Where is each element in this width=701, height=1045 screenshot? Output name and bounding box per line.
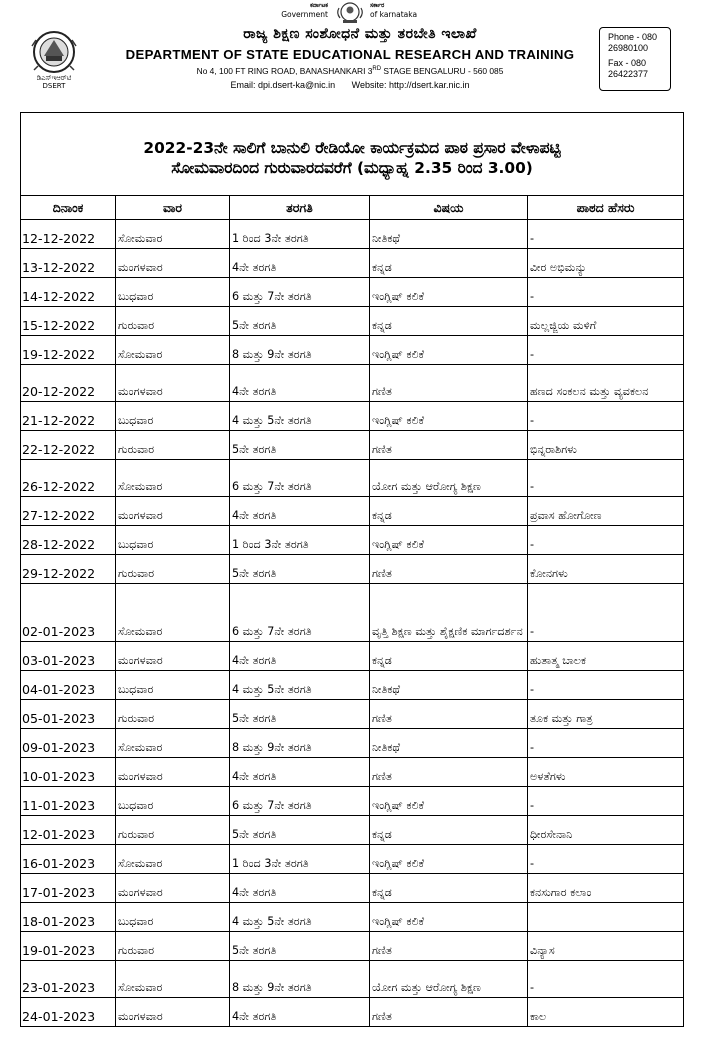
table-row: [21, 816, 684, 845]
phone-label: Phone - 080: [608, 32, 658, 42]
cell-lesson: -: [528, 278, 684, 307]
table-row: [21, 431, 684, 460]
cell-date: 10-01-2023: [21, 758, 116, 787]
cell-lesson: [528, 903, 684, 932]
gov-left-english: Government: [281, 10, 328, 19]
cell-grade: 5ನೇ ತರಗತಿ: [230, 816, 370, 845]
cell-date: 18-01-2023: [21, 903, 116, 932]
cell-subject: ಇಂಗ್ಲಿಷ್ ಕಲಿಕೆ: [370, 402, 528, 431]
cell-lesson: ಕಾಲ: [528, 998, 684, 1027]
cell-lesson: ಕೋನಗಳು: [528, 555, 684, 584]
table-row: [21, 998, 684, 1027]
cell-day: ಮಂಗಳವಾರ: [116, 497, 230, 526]
contact-line: [100, 80, 600, 90]
gov-right-english: of karnataka: [370, 10, 418, 19]
cell-lesson: ಭಿನ್ನರಾಶಿಗಳು: [528, 431, 684, 460]
letterhead: [0, 0, 701, 100]
cell-subject: ಗಣಿತ: [370, 431, 528, 460]
cell-grade: 4 ಮತ್ತು 5ನೇ ತರಗತಿ: [230, 903, 370, 932]
cell-grade: 6 ಮತ್ತು 7ನೇ ತರಗತಿ: [230, 787, 370, 816]
cell-day: ಮಂಗಳವಾರ: [116, 642, 230, 671]
cell-subject: ಕನ್ನಡ: [370, 249, 528, 278]
department-address: [100, 66, 600, 76]
header-lesson: ಪಾಠದ ಹೆಸರು: [528, 196, 684, 220]
cell-date: 04-01-2023: [21, 671, 116, 700]
cell-day: ಸೋಮವಾರ: [116, 460, 230, 497]
cell-subject: ಗಣಿತ: [370, 998, 528, 1027]
cell-subject: ಇಂಗ್ಲಿಷ್ ಕಲಿಕೆ: [370, 526, 528, 555]
cell-subject: ನೀತಿಕಥೆ: [370, 729, 528, 758]
cell-date: 19-01-2023: [21, 932, 116, 961]
cell-lesson: ಹುತಾತ್ಮ ಬಾಲಕ: [528, 642, 684, 671]
cell-grade: 5ನೇ ತರಗತಿ: [230, 431, 370, 460]
cell-grade: 5ನೇ ತರಗತಿ: [230, 555, 370, 584]
website-text: Website: http://dsert.kar.nic.in: [351, 80, 470, 90]
table-row: [21, 787, 684, 816]
table-title: [21, 113, 684, 196]
cell-date: 02-01-2023: [21, 584, 116, 642]
logo-label: [26, 74, 82, 90]
cell-lesson: -: [528, 584, 684, 642]
table-row: [21, 671, 684, 700]
cell-lesson: ತೂಕ ಮತ್ತು ಗಾತ್ರ: [528, 700, 684, 729]
cell-lesson: ವಿನ್ಯಾಸ: [528, 932, 684, 961]
cell-lesson: -: [528, 671, 684, 700]
cell-subject: ಕನ್ನಡ: [370, 816, 528, 845]
cell-date: 15-12-2022: [21, 307, 116, 336]
cell-lesson: -: [528, 460, 684, 497]
cell-lesson: ಮಲ್ಲಜ್ಜಿಯ ಮಳಿಗೆ: [528, 307, 684, 336]
cell-lesson: -: [528, 729, 684, 758]
cell-date: 24-01-2023: [21, 998, 116, 1027]
cell-grade: 4ನೇ ತರಗತಿ: [230, 497, 370, 526]
cell-subject: ನೀತಿಕಥೆ: [370, 671, 528, 700]
cell-subject: ಕನ್ನಡ: [370, 874, 528, 903]
cell-lesson: ಅಳತೆಗಳು: [528, 758, 684, 787]
logo-label-kannada: ಡಿಎಸ್‌ಇಆರ್‌ಟಿ: [36, 74, 72, 82]
cell-subject: ಇಂಗ್ಲಿಷ್ ಕಲಿಕೆ: [370, 336, 528, 365]
cell-subject: ಇಂಗ್ಲಿಷ್ ಕಲಿಕೆ: [370, 278, 528, 307]
cell-date: 12-12-2022: [21, 220, 116, 249]
cell-subject: ಗಣಿತ: [370, 555, 528, 584]
table-row: [21, 642, 684, 671]
table-row: [21, 307, 684, 336]
schedule-body: [21, 220, 684, 1027]
table-row: [21, 903, 684, 932]
table-row: [21, 460, 684, 497]
cell-lesson: -: [528, 402, 684, 431]
phone-number: 26980100: [608, 43, 649, 53]
cell-day: ಮಂಗಳವಾರ: [116, 365, 230, 402]
table-row: [21, 278, 684, 307]
cell-lesson: -: [528, 220, 684, 249]
cell-date: 21-12-2022: [21, 402, 116, 431]
cell-day: ಸೋಮವಾರ: [116, 336, 230, 365]
cell-day: ಸೋಮವಾರ: [116, 845, 230, 874]
cell-grade: 4ನೇ ತರಗತಿ: [230, 998, 370, 1027]
cell-day: ಗುರುವಾರ: [116, 307, 230, 336]
cell-subject: ಇಂಗ್ಲಿಷ್ ಕಲಿಕೆ: [370, 845, 528, 874]
cell-subject: ಗಣಿತ: [370, 365, 528, 402]
cell-subject: ಕನ್ನಡ: [370, 642, 528, 671]
cell-day: ಮಂಗಳವಾರ: [116, 249, 230, 278]
cell-day: ಸೋಮವಾರ: [116, 729, 230, 758]
cell-subject: ಗಣಿತ: [370, 700, 528, 729]
address-part-1: No 4, 100 FT RING ROAD, BANASHANKARI 3: [196, 66, 373, 76]
cell-grade: 4 ಮತ್ತು 5ನೇ ತರಗತಿ: [230, 402, 370, 431]
table-row: [21, 249, 684, 278]
cell-date: 22-12-2022: [21, 431, 116, 460]
cell-grade: 5ನೇ ತರಗತಿ: [230, 307, 370, 336]
phone-fax-box: [599, 27, 671, 91]
cell-grade: 8 ಮತ್ತು 9ನೇ ತರಗತಿ: [230, 961, 370, 998]
cell-grade: 5ನೇ ತರಗತಿ: [230, 700, 370, 729]
broadcast-schedule-table: [20, 112, 684, 1027]
cell-grade: 4ನೇ ತರಗತಿ: [230, 758, 370, 787]
header-grade: ತರಗತಿ: [230, 196, 370, 220]
cell-lesson: -: [528, 961, 684, 998]
cell-subject: ಗಣಿತ: [370, 758, 528, 787]
cell-day: ಗುರುವಾರ: [116, 932, 230, 961]
cell-lesson: -: [528, 336, 684, 365]
cell-date: 20-12-2022: [21, 365, 116, 402]
table-row: [21, 526, 684, 555]
address-part-2: STAGE BENGALURU - 560 085: [381, 66, 504, 76]
cell-grade: 4 ಮತ್ತು 5ನೇ ತರಗತಿ: [230, 671, 370, 700]
cell-date: 14-12-2022: [21, 278, 116, 307]
table-row: [21, 961, 684, 998]
cell-subject: ಕನ್ನಡ: [370, 307, 528, 336]
cell-day: ಬುಧವಾರ: [116, 903, 230, 932]
gov-right-kannada: ಸರ್ಕಾರ: [370, 2, 385, 9]
header-row: [21, 196, 684, 220]
cell-grade: 1 ರಿಂದ 3ನೇ ತರಗತಿ: [230, 526, 370, 555]
fax-label: Fax - 080: [608, 58, 647, 68]
table-row: [21, 700, 684, 729]
table-row: [21, 365, 684, 402]
cell-day: ಬುಧವಾರ: [116, 787, 230, 816]
cell-day: ಗುರುವಾರ: [116, 816, 230, 845]
cell-grade: 4ನೇ ತರಗತಿ: [230, 642, 370, 671]
cell-day: ಸೋಮವಾರ: [116, 584, 230, 642]
cell-date: 28-12-2022: [21, 526, 116, 555]
table-row: [21, 932, 684, 961]
cell-lesson: -: [528, 787, 684, 816]
cell-day: ಮಂಗಳವಾರ: [116, 998, 230, 1027]
header-subject: ವಿಷಯ: [370, 196, 528, 220]
cell-day: ಬುಧವಾರ: [116, 402, 230, 431]
table-row: [21, 584, 684, 642]
email-text: Email: dpi.dsert-ka@nic.in: [230, 80, 336, 90]
cell-lesson: -: [528, 845, 684, 874]
cell-grade: 1 ರಿಂದ 3ನೇ ತರಗತಿ: [230, 845, 370, 874]
cell-lesson: ಕನಸುಗಾರ ಕಲಾಂ: [528, 874, 684, 903]
cell-date: 13-12-2022: [21, 249, 116, 278]
gov-left-kannada: ಕರ್ನಾಟಕ: [310, 2, 328, 9]
cell-grade: 6 ಮತ್ತು 7ನೇ ತರಗತಿ: [230, 278, 370, 307]
title-line-2: ಸೋಮವಾರದಿಂದ ಗುರುವಾರದವರೆಗೆ (ಮಧ್ಯಾಹ್ನ 2.35 ರಿಂದ 3.00): [171, 159, 533, 177]
cell-date: 23-01-2023: [21, 961, 116, 998]
cell-grade: 4ನೇ ತರಗತಿ: [230, 365, 370, 402]
cell-subject: ಇಂಗ್ಲಿಷ್ ಕಲಿಕೆ: [370, 903, 528, 932]
logo-label-english: DSERT: [42, 82, 66, 90]
cell-date: 05-01-2023: [21, 700, 116, 729]
table-row: [21, 729, 684, 758]
cell-day: ಗುರುವಾರ: [116, 700, 230, 729]
cell-date: 03-01-2023: [21, 642, 116, 671]
state-emblem-icon: [333, 1, 367, 25]
cell-date: 16-01-2023: [21, 845, 116, 874]
table-row: [21, 402, 684, 431]
cell-lesson: ಧೀರಸೇನಾನಿ: [528, 816, 684, 845]
header-date: ದಿನಾಂಕ: [21, 196, 116, 220]
address-superscript: RD: [372, 66, 382, 73]
cell-grade: 6 ಮತ್ತು 7ನೇ ತರಗತಿ: [230, 460, 370, 497]
cell-day: ಬುಧವಾರ: [116, 671, 230, 700]
table-row: [21, 336, 684, 365]
government-line: [0, 0, 701, 24]
table-row: [21, 874, 684, 903]
cell-grade: 8 ಮತ್ತು 9ನೇ ತರಗತಿ: [230, 336, 370, 365]
cell-grade: 1 ರಿಂದ 3ನೇ ತರಗತಿ: [230, 220, 370, 249]
table-row: [21, 555, 684, 584]
cell-day: ಸೋಮವಾರ: [116, 220, 230, 249]
table-row: [21, 758, 684, 787]
cell-lesson: -: [528, 526, 684, 555]
department-name-english: DEPARTMENT OF STATE EDUCATIONAL RESEARCH AND TRAINING: [125, 47, 575, 62]
cell-day: ಮಂಗಳವಾರ: [116, 874, 230, 903]
cell-subject: ವೃತ್ತಿ ಶಿಕ್ಷಣ ಮತ್ತು ಶೈಕ್ಷಣಿಕ ಮಾರ್ಗದರ್ಶನ: [370, 584, 528, 642]
fax-number: 26422377: [608, 69, 649, 79]
table-row: [21, 497, 684, 526]
cell-subject: ಯೋಗ ಮತ್ತು ಆರೋಗ್ಯ ಶಿಕ್ಷಣ: [370, 460, 528, 497]
cell-day: ಬುಧವಾರ: [116, 278, 230, 307]
cell-subject: ನೀತಿಕಥೆ: [370, 220, 528, 249]
cell-day: ಮಂಗಳವಾರ: [116, 758, 230, 787]
cell-day: ಗುರುವಾರ: [116, 555, 230, 584]
cell-date: 27-12-2022: [21, 497, 116, 526]
cell-subject: ಯೋಗ ಮತ್ತು ಆರೋಗ್ಯ ಶಿಕ್ಷಣ: [370, 961, 528, 998]
header-day: ವಾರ: [116, 196, 230, 220]
cell-lesson: ವೀರ ಅಭಿಮನ್ಯು: [528, 249, 684, 278]
table-row: [21, 220, 684, 249]
cell-lesson: ಪ್ರವಾಸ ಹೋಗೋಣ: [528, 497, 684, 526]
table-row: [21, 845, 684, 874]
cell-date: 26-12-2022: [21, 460, 116, 497]
cell-grade: 4ನೇ ತರಗತಿ: [230, 874, 370, 903]
cell-date: 17-01-2023: [21, 874, 116, 903]
cell-date: 11-01-2023: [21, 787, 116, 816]
cell-date: 29-12-2022: [21, 555, 116, 584]
cell-subject: ಕನ್ನಡ: [370, 497, 528, 526]
cell-day: ಗುರುವಾರ: [116, 431, 230, 460]
cell-date: 09-01-2023: [21, 729, 116, 758]
cell-grade: 6 ಮತ್ತು 7ನೇ ತರಗತಿ: [230, 584, 370, 642]
cell-day: ಸೋಮವಾರ: [116, 961, 230, 998]
title-line-1: 2022-23ನೇ ಸಾಲಿಗೆ ಬಾನುಲಿ ರೇಡಿಯೋ ಕಾರ್ಯಕ್ರಮದ ಪಾಠ ಪ್ರಸಾರ ವೇಳಾಪಟ್ಟಿ: [143, 139, 561, 157]
cell-lesson: ಹಣದ ಸಂಕಲನ ಮತ್ತು ವ್ಯವಕಲನ: [528, 365, 684, 402]
cell-grade: 5ನೇ ತರಗತಿ: [230, 932, 370, 961]
cell-date: 12-01-2023: [21, 816, 116, 845]
cell-date: 19-12-2022: [21, 336, 116, 365]
cell-subject: ಗಣಿತ: [370, 932, 528, 961]
department-name-kannada: ರಾಜ್ಯ ಶಿಕ್ಷಣ ಸಂಶೋಧನೆ ಮತ್ತು ತರಬೇತಿ ಇಲಾಖೆ: [243, 26, 477, 42]
cell-grade: 8 ಮತ್ತು 9ನೇ ತರಗತಿ: [230, 729, 370, 758]
cell-subject: ಇಂಗ್ಲಿಷ್ ಕಲಿಕೆ: [370, 787, 528, 816]
cell-day: ಬುಧವಾರ: [116, 526, 230, 555]
cell-grade: 4ನೇ ತರಗತಿ: [230, 249, 370, 278]
